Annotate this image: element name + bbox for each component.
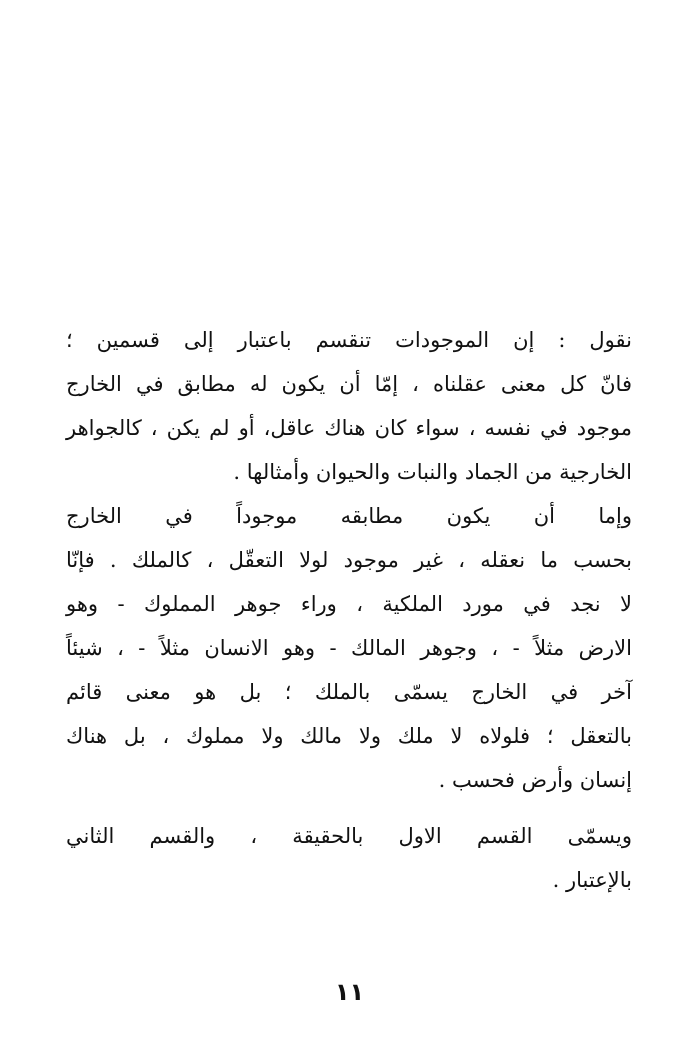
- paragraph-1: [66, 318, 632, 494]
- page-number: ١١: [334, 978, 365, 1006]
- text-line: إنسان وأرض فحسب .: [438, 768, 632, 792]
- text-line: آخر في الخارج يسمّى بالملك ؛ بل هو معنى قائم: [66, 680, 632, 704]
- text-line: وإما أن يكون مطابقه موجوداً في الخارج: [66, 504, 632, 528]
- text-line: الارض مثلاً - ، وجوهر المالك - وهو الانسان مثلاً - ، شيئاً: [66, 636, 632, 660]
- text-line: بحسب ما نعقله ، غير موجود لولا التعقّل ، كالملك . فإنّا: [66, 548, 632, 572]
- text-line: بالإعتبار .: [552, 868, 632, 892]
- text-line: ويسمّى القسم الاول بالحقيقة ، والقسم الثاني: [66, 824, 632, 848]
- text-line: نقول : إن الموجودات تنقسم باعتبار إلى قسمين ؛: [66, 328, 632, 352]
- text-line: فانّ كل معنى عقلناه ، إمّا أن يكون له مطابق في الخارج: [66, 372, 632, 396]
- text-line: الخارجية من الجماد والنبات والحيوان وأمثالها .: [233, 460, 632, 484]
- paragraph-3: [66, 814, 632, 902]
- paragraph-2: [66, 494, 632, 802]
- text-line: موجود في نفسه ، سواء كان هناك عاقل، أو لم يكن ، كالجواهر: [66, 416, 632, 440]
- paragraph-spacer: [66, 802, 632, 814]
- text-line: بالتعقل ؛ فلولاه لا ملك ولا مالك ولا مملوك ، بل هناك: [66, 724, 632, 748]
- body-text: [66, 318, 632, 902]
- text-line: لا نجد في مورد الملكية ، وراء جوهر المملوك - وهو: [66, 592, 632, 616]
